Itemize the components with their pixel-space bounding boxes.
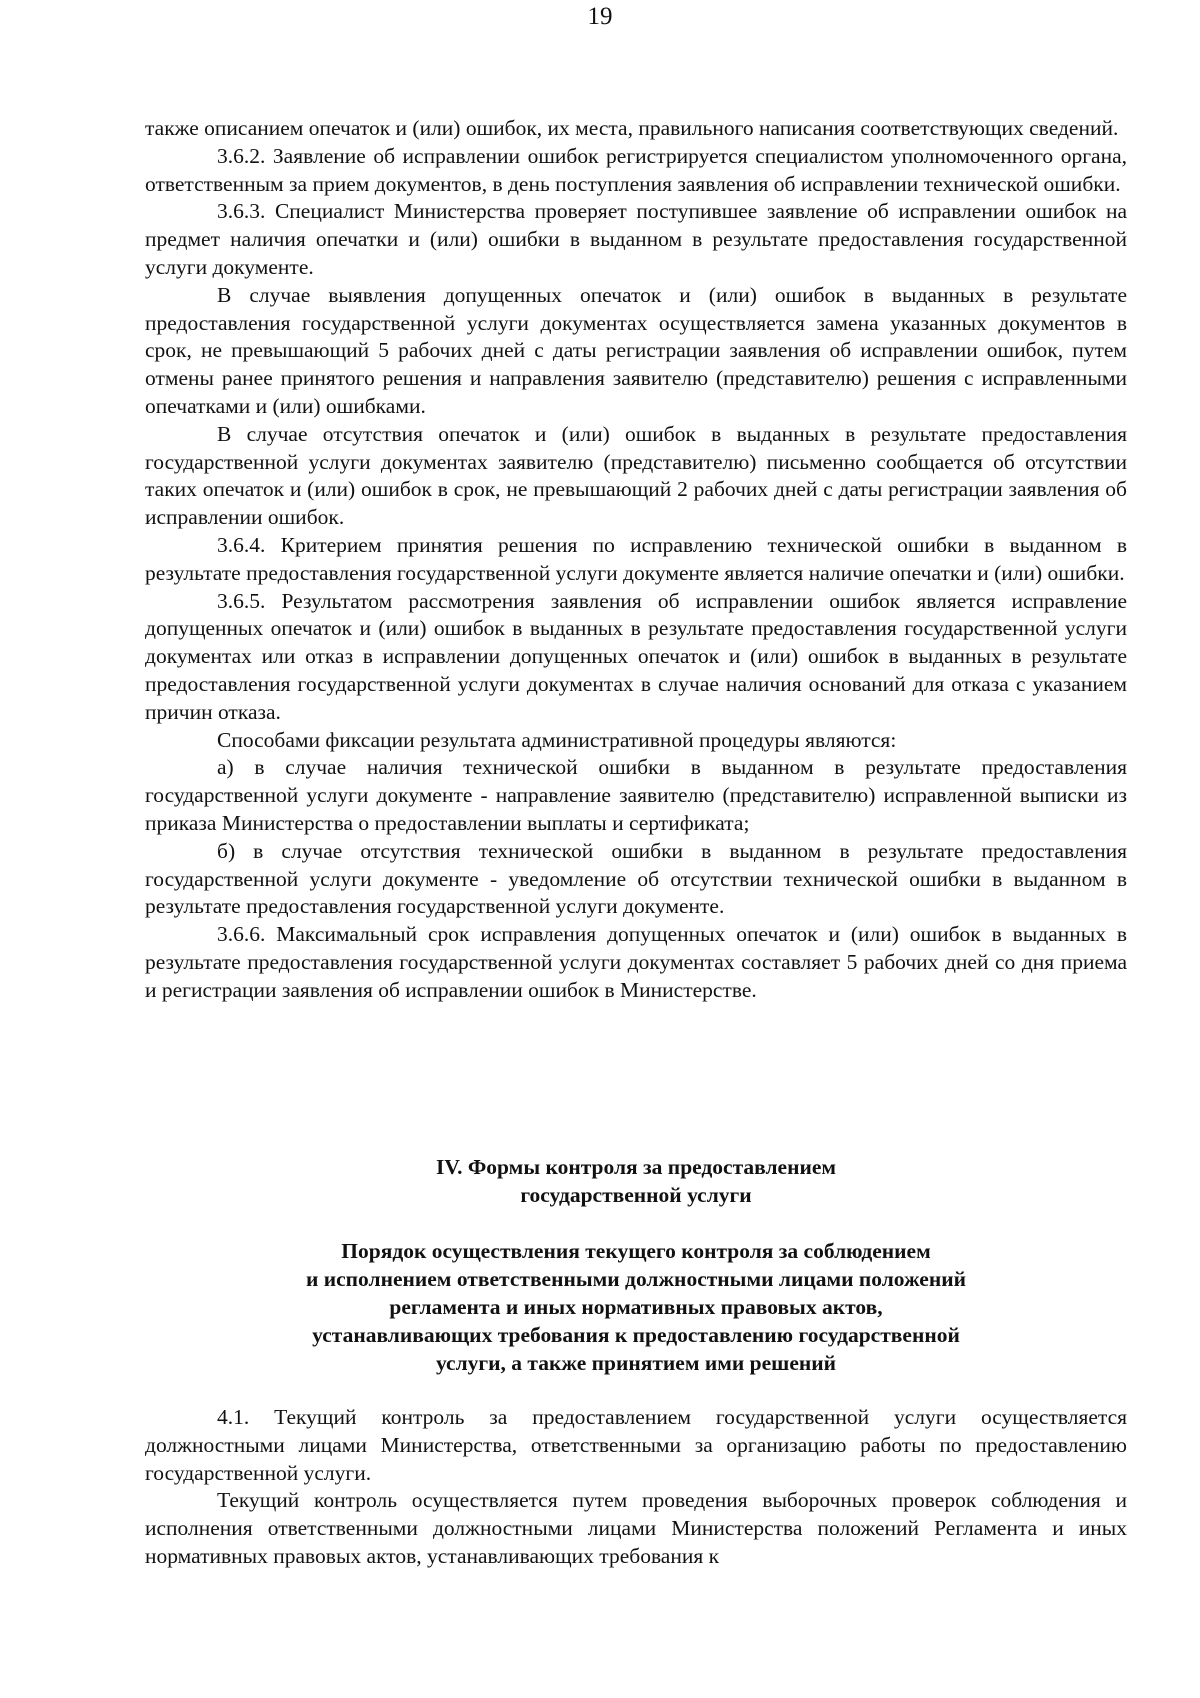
paragraph: а) в случае наличия технической ошибки в выданном в результате предоставления государственной услуги документе - направление заявителю (представителю) исправленной выписки из приказа Министерства о предоставлении выплаты и сертификата; — [145, 755, 1127, 835]
body-text-block-1 — [145, 115, 1127, 1005]
sub-heading — [145, 1237, 1127, 1377]
section-heading-line: государственной услуги — [520, 1183, 752, 1207]
sub-heading-line: устанавливающих требования к предоставлению государственной — [312, 1323, 960, 1347]
paragraph: 4.1. Текущий контроль за предоставлением государственной услуги осуществляется должностными лицами Министерства, ответственными за организацию работы по предоставлению государственной услуги. — [145, 1405, 1127, 1485]
paragraph: Текущий контроль осуществляется путем проведения выборочных проверок соблюдения и исполнения ответственными должностными лицами Министерства положений Регламента и иных нормативных правовых актов, устанавливающих требования к — [145, 1488, 1127, 1568]
sub-heading-line: регламента и иных нормативных правовых актов, — [389, 1295, 883, 1319]
section-heading-line: IV. Формы контроля за предоставлением — [435, 1155, 837, 1179]
paragraph: б) в случае отсутствия технической ошибки в выданном в результате предоставления государственной услуги документе - уведомление об отсутствии технической ошибки в выданном в результате предоставления государственной услуги документе. — [145, 838, 1127, 919]
paragraph: 3.6.3. Специалист Министерства проверяет поступившее заявление об исправлении ошибок на предмет наличия опечатки и (или) ошибки в выданном в результате предоставления государственной услуги документе. — [145, 199, 1127, 279]
section-heading — [145, 1153, 1127, 1209]
paragraph: Способами фиксации результата административной процедуры являются: — [217, 727, 897, 752]
sub-heading-line: услуги, а также принятием ими решений — [435, 1351, 837, 1375]
paragraph: также описанием опечаток и (или) ошибок, их места, правильного написания соответствующих сведений. — [145, 116, 1119, 140]
paragraph: В случае выявления допущенных опечаток и (или) ошибок в выданных в результате предоставления государственной услуги документах осуществляется замена указанных документов в срок, не превышающий 5 рабочих дней с даты регистрации заявления об исправлении ошибок, путем отмены ранее принятого решения и направления заявителю (представителю) решения с исправленными опечатками и (или) ошибками. — [145, 282, 1127, 418]
paragraph: 3.6.5. Результатом рассмотрения заявления об исправлении ошибок является исправление допущенных опечаток и (или) ошибок в выданных в результате предоставления государственной услуги документах или отказ в исправлении допущенных опечаток и (или) ошибок в выданных в результате предоставления государственной услуги документах в случае наличия оснований для отказа с указанием причин отказа. — [145, 588, 1127, 724]
body-text-block-2 — [145, 1404, 1127, 1571]
paragraph: 3.6.6. Максимальный срок исправления допущенных опечаток и (или) ошибок в выданных в результате предоставления государственной услуги документах составляет 5 рабочих дней со дня приема и регистрации заявления об исправлении ошибок в Министерстве. — [145, 922, 1127, 1002]
paragraph: В случае отсутствия опечаток и (или) ошибок в выданных в результате предоставления государственной услуги документах заявителю (представителю) письменно сообщается об отсутствии таких опечаток и (или) ошибок в срок, не превышающий 2 рабочих дней с даты регистрации заявления об исправлении ошибок. — [145, 421, 1127, 530]
sub-heading-line: Порядок осуществления текущего контроля за соблюдением — [341, 1239, 931, 1263]
sub-heading-line: и исполнением ответственными должностными лицами положений — [305, 1267, 967, 1291]
paragraph: 3.6.4. Критерием принятия решения по исправлению технической ошибки в выданном в результате предоставления государственной услуги документе является наличие опечатки и (или) ошибки. — [145, 532, 1127, 585]
page-number: 19 — [587, 3, 613, 30]
paragraph: 3.6.2. Заявление об исправлении ошибок регистрируется специалистом уполномоченного органа, ответственным за прием документов, в день поступления заявления об исправлении технической ошибки. — [145, 143, 1127, 196]
